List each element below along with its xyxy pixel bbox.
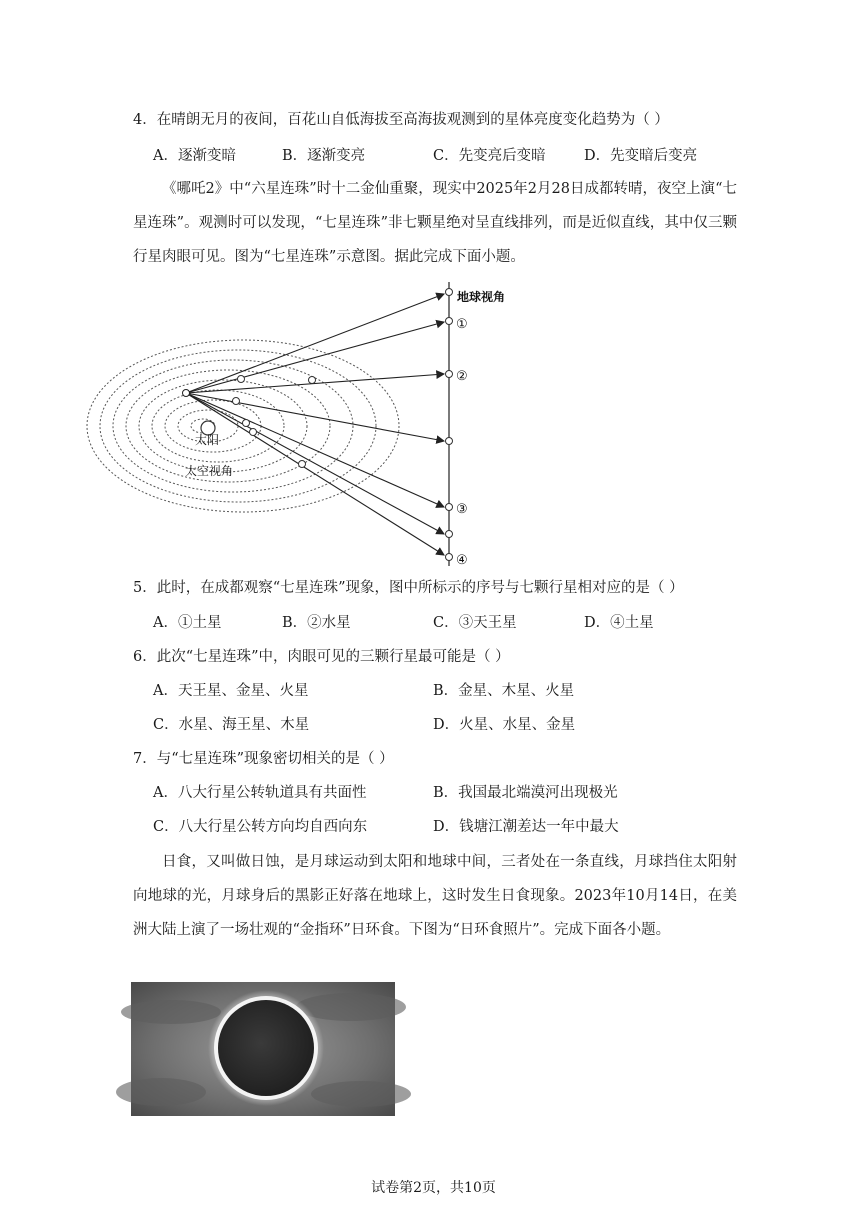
q7-option-b: B．我国最北端漠河出现极光 bbox=[433, 785, 618, 801]
annular-eclipse-photo bbox=[131, 982, 395, 1116]
q6-option-d: D．火星、水星、金星 bbox=[433, 717, 576, 733]
planet-orbits bbox=[87, 340, 399, 512]
q7-option-a: A．八大行星公转轨道具有共面性 bbox=[153, 785, 367, 801]
q4-stem: 4．在晴朗无月的夜间，百花山自低海拔至高海拔观测到的星体亮度变化趋势为（ ） bbox=[133, 112, 669, 128]
material-seven-planets: 《哪吒2》中“六星连珠”时十二金仙重聚，现实中2025年2月28日成都转晴，夜空上演“七星连珠”。观测时可以发现，“七星连珠”非七颗星绝对呈直线排列，而是近似直线，其中仅三颗行星肉眼可见。图为“七星连珠”示意图。据此完成下面小题。 bbox=[133, 181, 737, 265]
seven-planets-diagram bbox=[128, 276, 506, 572]
q6-stem: 6．此次“七星连珠”中，肉眼可见的三颗行星最可能是（ ） bbox=[133, 649, 510, 665]
sun-label: 太阳 bbox=[195, 433, 220, 447]
material-solar-eclipse: 日食，又叫做日蚀，是月球运动到太阳和地球中间，三者处在一条直线，月球挡住太阳射向地球的光，月球身后的黑影正好落在地球上，这时发生日食现象。2023年10月14日，在美洲大陆上演了一场壮观的“金指环”日环食。下图为“日环食照片”。完成下面各小题。 bbox=[133, 854, 737, 938]
sight-arrows bbox=[186, 294, 444, 555]
q5-option-c: C．③天王星 bbox=[433, 615, 517, 631]
q6-option-b: B．金星、木星、火星 bbox=[433, 683, 575, 699]
q4-option-b: B．逐渐变亮 bbox=[282, 148, 366, 164]
earth-view-label: 地球视角 bbox=[457, 290, 506, 304]
marker-3: ③ bbox=[456, 502, 468, 517]
q4-option-a: A．逐渐变暗 bbox=[153, 148, 236, 164]
marker-1: ① bbox=[456, 317, 468, 332]
q5-option-b: B．②水星 bbox=[282, 615, 351, 631]
q4-option-d: D．先变暗后变亮 bbox=[584, 148, 698, 164]
q5-stem: 5．此时，在成都观察“七星连珠”现象，图中所标示的序号与七颗行星相对应的是（ ） bbox=[133, 580, 684, 596]
q6-option-a: A．天王星、金星、火星 bbox=[153, 683, 309, 699]
q4-option-c: C．先变亮后变暗 bbox=[433, 148, 546, 164]
space-view-label: 太空视角 bbox=[185, 464, 234, 478]
q5-option-a: A．①土星 bbox=[153, 615, 222, 631]
marker-4: ④ bbox=[456, 553, 468, 568]
page-footer: 试卷第2页，共10页 bbox=[371, 1180, 496, 1196]
earth-point bbox=[183, 390, 190, 397]
q7-stem: 7．与“七星连珠”现象密切相关的是（ ） bbox=[133, 751, 394, 767]
q7-option-d: D．钱塘江潮差达一年中最大 bbox=[433, 819, 619, 835]
q7-option-c: C．八大行星公转方向均自西向东 bbox=[153, 819, 368, 835]
q6-option-c: C．水星、海王星、木星 bbox=[153, 717, 310, 733]
marker-2: ② bbox=[456, 369, 468, 384]
q5-option-d: D．④土星 bbox=[584, 615, 654, 631]
